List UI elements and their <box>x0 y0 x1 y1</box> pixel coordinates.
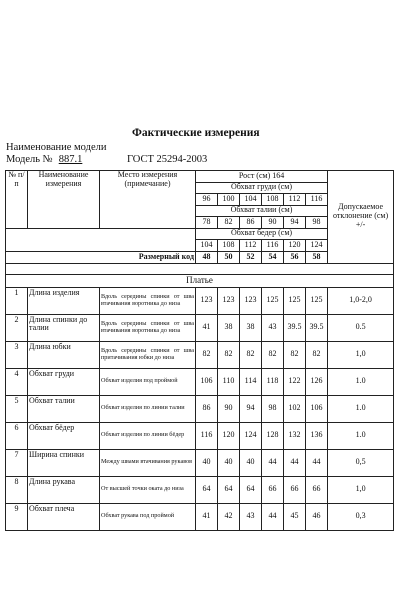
row-number: 9 <box>6 503 28 530</box>
measurement-name: Длина юбки <box>28 341 100 368</box>
measurement-value: 64 <box>218 476 240 503</box>
chest-value: 96 <box>196 194 218 206</box>
row-number: 4 <box>6 368 28 395</box>
sizes-value: 54 <box>262 251 284 263</box>
measurement-value: 40 <box>196 449 218 476</box>
measurement-value: 123 <box>240 287 262 314</box>
tolerance-value: 1.0 <box>328 395 394 422</box>
tolerance-value: 1,0-2,0 <box>328 287 394 314</box>
tolerance-value: 1,0 <box>328 476 394 503</box>
row-number: 6 <box>6 422 28 449</box>
measurement-value: 120 <box>218 422 240 449</box>
chest-value: 108 <box>262 194 284 206</box>
tolerance-value: 0,5 <box>328 449 394 476</box>
measurement-value: 136 <box>306 422 328 449</box>
tolerance-value: 1.0 <box>328 422 394 449</box>
hips-value: 108 <box>218 240 240 252</box>
measurement-value: 44 <box>284 449 306 476</box>
table-row <box>6 476 394 503</box>
measurement-name: Длина рукава <box>28 476 100 503</box>
measurement-value: 40 <box>240 449 262 476</box>
measurement-value: 38 <box>218 314 240 341</box>
chest-value: 100 <box>218 194 240 206</box>
measurement-value: 44 <box>262 503 284 530</box>
measurement-value: 118 <box>262 368 284 395</box>
sizes-value: 50 <box>218 251 240 263</box>
chest-value: 104 <box>240 194 262 206</box>
measurement-value: 82 <box>240 341 262 368</box>
measurement-value: 66 <box>262 476 284 503</box>
model-number-line <box>6 154 82 165</box>
sizes-value: 58 <box>306 251 328 263</box>
table-row <box>6 503 394 530</box>
measurement-value: 40 <box>218 449 240 476</box>
measurement-value: 64 <box>240 476 262 503</box>
size-code-label: Размерный код <box>6 251 196 263</box>
measurement-name: Длина спинки до талии <box>28 314 100 341</box>
measurement-value: 106 <box>196 368 218 395</box>
hips-label: Обхват бедер (см) <box>196 228 328 240</box>
measurement-place: Между швами втачивания рукавов <box>100 449 196 476</box>
table-row <box>6 341 394 368</box>
gost-standard: ГОСТ 25294-2003 <box>127 154 208 165</box>
measurement-value: 98 <box>262 395 284 422</box>
measurement-place: От высшей точки оката до низа <box>100 476 196 503</box>
sizes-value: 48 <box>196 251 218 263</box>
measurement-value: 82 <box>218 341 240 368</box>
model-number-label: Модель № <box>6 154 53 165</box>
measurement-value: 102 <box>284 395 306 422</box>
tolerance-value: 0,3 <box>328 503 394 530</box>
table-row <box>6 395 394 422</box>
measurement-place: Обхват изделия под проймой <box>100 368 196 395</box>
header-spacer <box>6 240 196 252</box>
measurement-value: 125 <box>306 287 328 314</box>
waist-label: Обхват талии (см) <box>196 205 328 217</box>
hips-value: 104 <box>196 240 218 252</box>
hips-value: 112 <box>240 240 262 252</box>
header-name: Наименование измерения <box>28 171 100 229</box>
chest-value: 116 <box>306 194 328 206</box>
measurement-value: 90 <box>218 395 240 422</box>
measurement-value: 43 <box>262 314 284 341</box>
row-number: 1 <box>6 287 28 314</box>
measurement-value: 38 <box>240 314 262 341</box>
measurement-place: Обхват изделия по линии талии <box>100 395 196 422</box>
sizes-value: 56 <box>284 251 306 263</box>
measurement-value: 82 <box>284 341 306 368</box>
hips-value: 120 <box>284 240 306 252</box>
measurement-name: Обхват груди <box>28 368 100 395</box>
document-title: Фактические измерения <box>132 127 260 139</box>
waist-value: 90 <box>262 217 284 229</box>
row-number: 3 <box>6 341 28 368</box>
measurement-value: 125 <box>262 287 284 314</box>
measurement-value: 44 <box>262 449 284 476</box>
measurement-value: 116 <box>196 422 218 449</box>
hips-value: 124 <box>306 240 328 252</box>
measurement-value: 39.5 <box>284 314 306 341</box>
measurement-value: 128 <box>262 422 284 449</box>
model-number: 887.1 <box>58 154 83 165</box>
measurement-value: 43 <box>240 503 262 530</box>
waist-value: 98 <box>306 217 328 229</box>
measurement-name: Ширина спинки <box>28 449 100 476</box>
sizes-value: 52 <box>240 251 262 263</box>
measurement-value: 94 <box>240 395 262 422</box>
measurement-value: 41 <box>196 503 218 530</box>
measurement-value: 44 <box>306 449 328 476</box>
measurement-value: 42 <box>218 503 240 530</box>
measurement-value: 124 <box>240 422 262 449</box>
hips-value: 116 <box>262 240 284 252</box>
table-row <box>6 449 394 476</box>
waist-value: 86 <box>240 217 262 229</box>
measurement-name: Обхват бёдер <box>28 422 100 449</box>
table-row <box>6 422 394 449</box>
height-label: Рост (см) 164 <box>196 171 328 183</box>
chest-value: 112 <box>284 194 306 206</box>
model-name-label: Наименование модели <box>6 142 107 153</box>
row-number: 7 <box>6 449 28 476</box>
measurement-name: Обхват талии <box>28 395 100 422</box>
measurement-value: 126 <box>306 368 328 395</box>
measurement-value: 45 <box>284 503 306 530</box>
measurements-table <box>5 170 394 531</box>
measurement-value: 114 <box>240 368 262 395</box>
header-place: Место измерения (примечание) <box>100 171 196 229</box>
row-number: 2 <box>6 314 28 341</box>
measurement-place: Вдоль середины спинки от шва втачивания воротника до низа <box>100 287 196 314</box>
measurement-place: Обхват рукава под проймой <box>100 503 196 530</box>
tolerance-value: 1.0 <box>328 368 394 395</box>
empty-row <box>6 263 394 274</box>
table-row <box>6 368 394 395</box>
measurement-value: 39.5 <box>306 314 328 341</box>
measurement-value: 125 <box>284 287 306 314</box>
measurement-place: Вдоль середины спинки от шва втачивания воротника до низа <box>100 314 196 341</box>
measurement-value: 41 <box>196 314 218 341</box>
measurement-value: 82 <box>306 341 328 368</box>
chest-label: Обхват груди (см) <box>196 182 328 194</box>
measurement-value: 122 <box>284 368 306 395</box>
measurement-value: 46 <box>306 503 328 530</box>
row-number: 8 <box>6 476 28 503</box>
header-number: № п/п <box>6 171 28 229</box>
header-tolerance: Допускаемое отклонение (см) +/- <box>328 171 394 264</box>
measurement-value: 82 <box>262 341 284 368</box>
waist-value: 78 <box>196 217 218 229</box>
measurement-value: 132 <box>284 422 306 449</box>
measurement-value: 82 <box>196 341 218 368</box>
waist-value: 94 <box>284 217 306 229</box>
measurement-name: Длина изделия <box>28 287 100 314</box>
header-spacer <box>6 228 196 240</box>
measurement-value: 123 <box>196 287 218 314</box>
table-row <box>6 314 394 341</box>
measurement-value: 110 <box>218 368 240 395</box>
tolerance-value: 0.5 <box>328 314 394 341</box>
waist-value: 82 <box>218 217 240 229</box>
measurement-value: 106 <box>306 395 328 422</box>
table-row <box>6 287 394 314</box>
measurement-value: 64 <box>196 476 218 503</box>
measurement-value: 66 <box>306 476 328 503</box>
measurement-place: Вдоль середины спинки от шва притачивания юбки до низа <box>100 341 196 368</box>
measurement-value: 86 <box>196 395 218 422</box>
tolerance-value: 1,0 <box>328 341 394 368</box>
section-title: Платье <box>6 274 394 287</box>
measurement-value: 66 <box>284 476 306 503</box>
measurement-name: Обхват плеча <box>28 503 100 530</box>
measurement-value: 123 <box>218 287 240 314</box>
row-number: 5 <box>6 395 28 422</box>
measurement-place: Обхват изделия по линии бёдер <box>100 422 196 449</box>
